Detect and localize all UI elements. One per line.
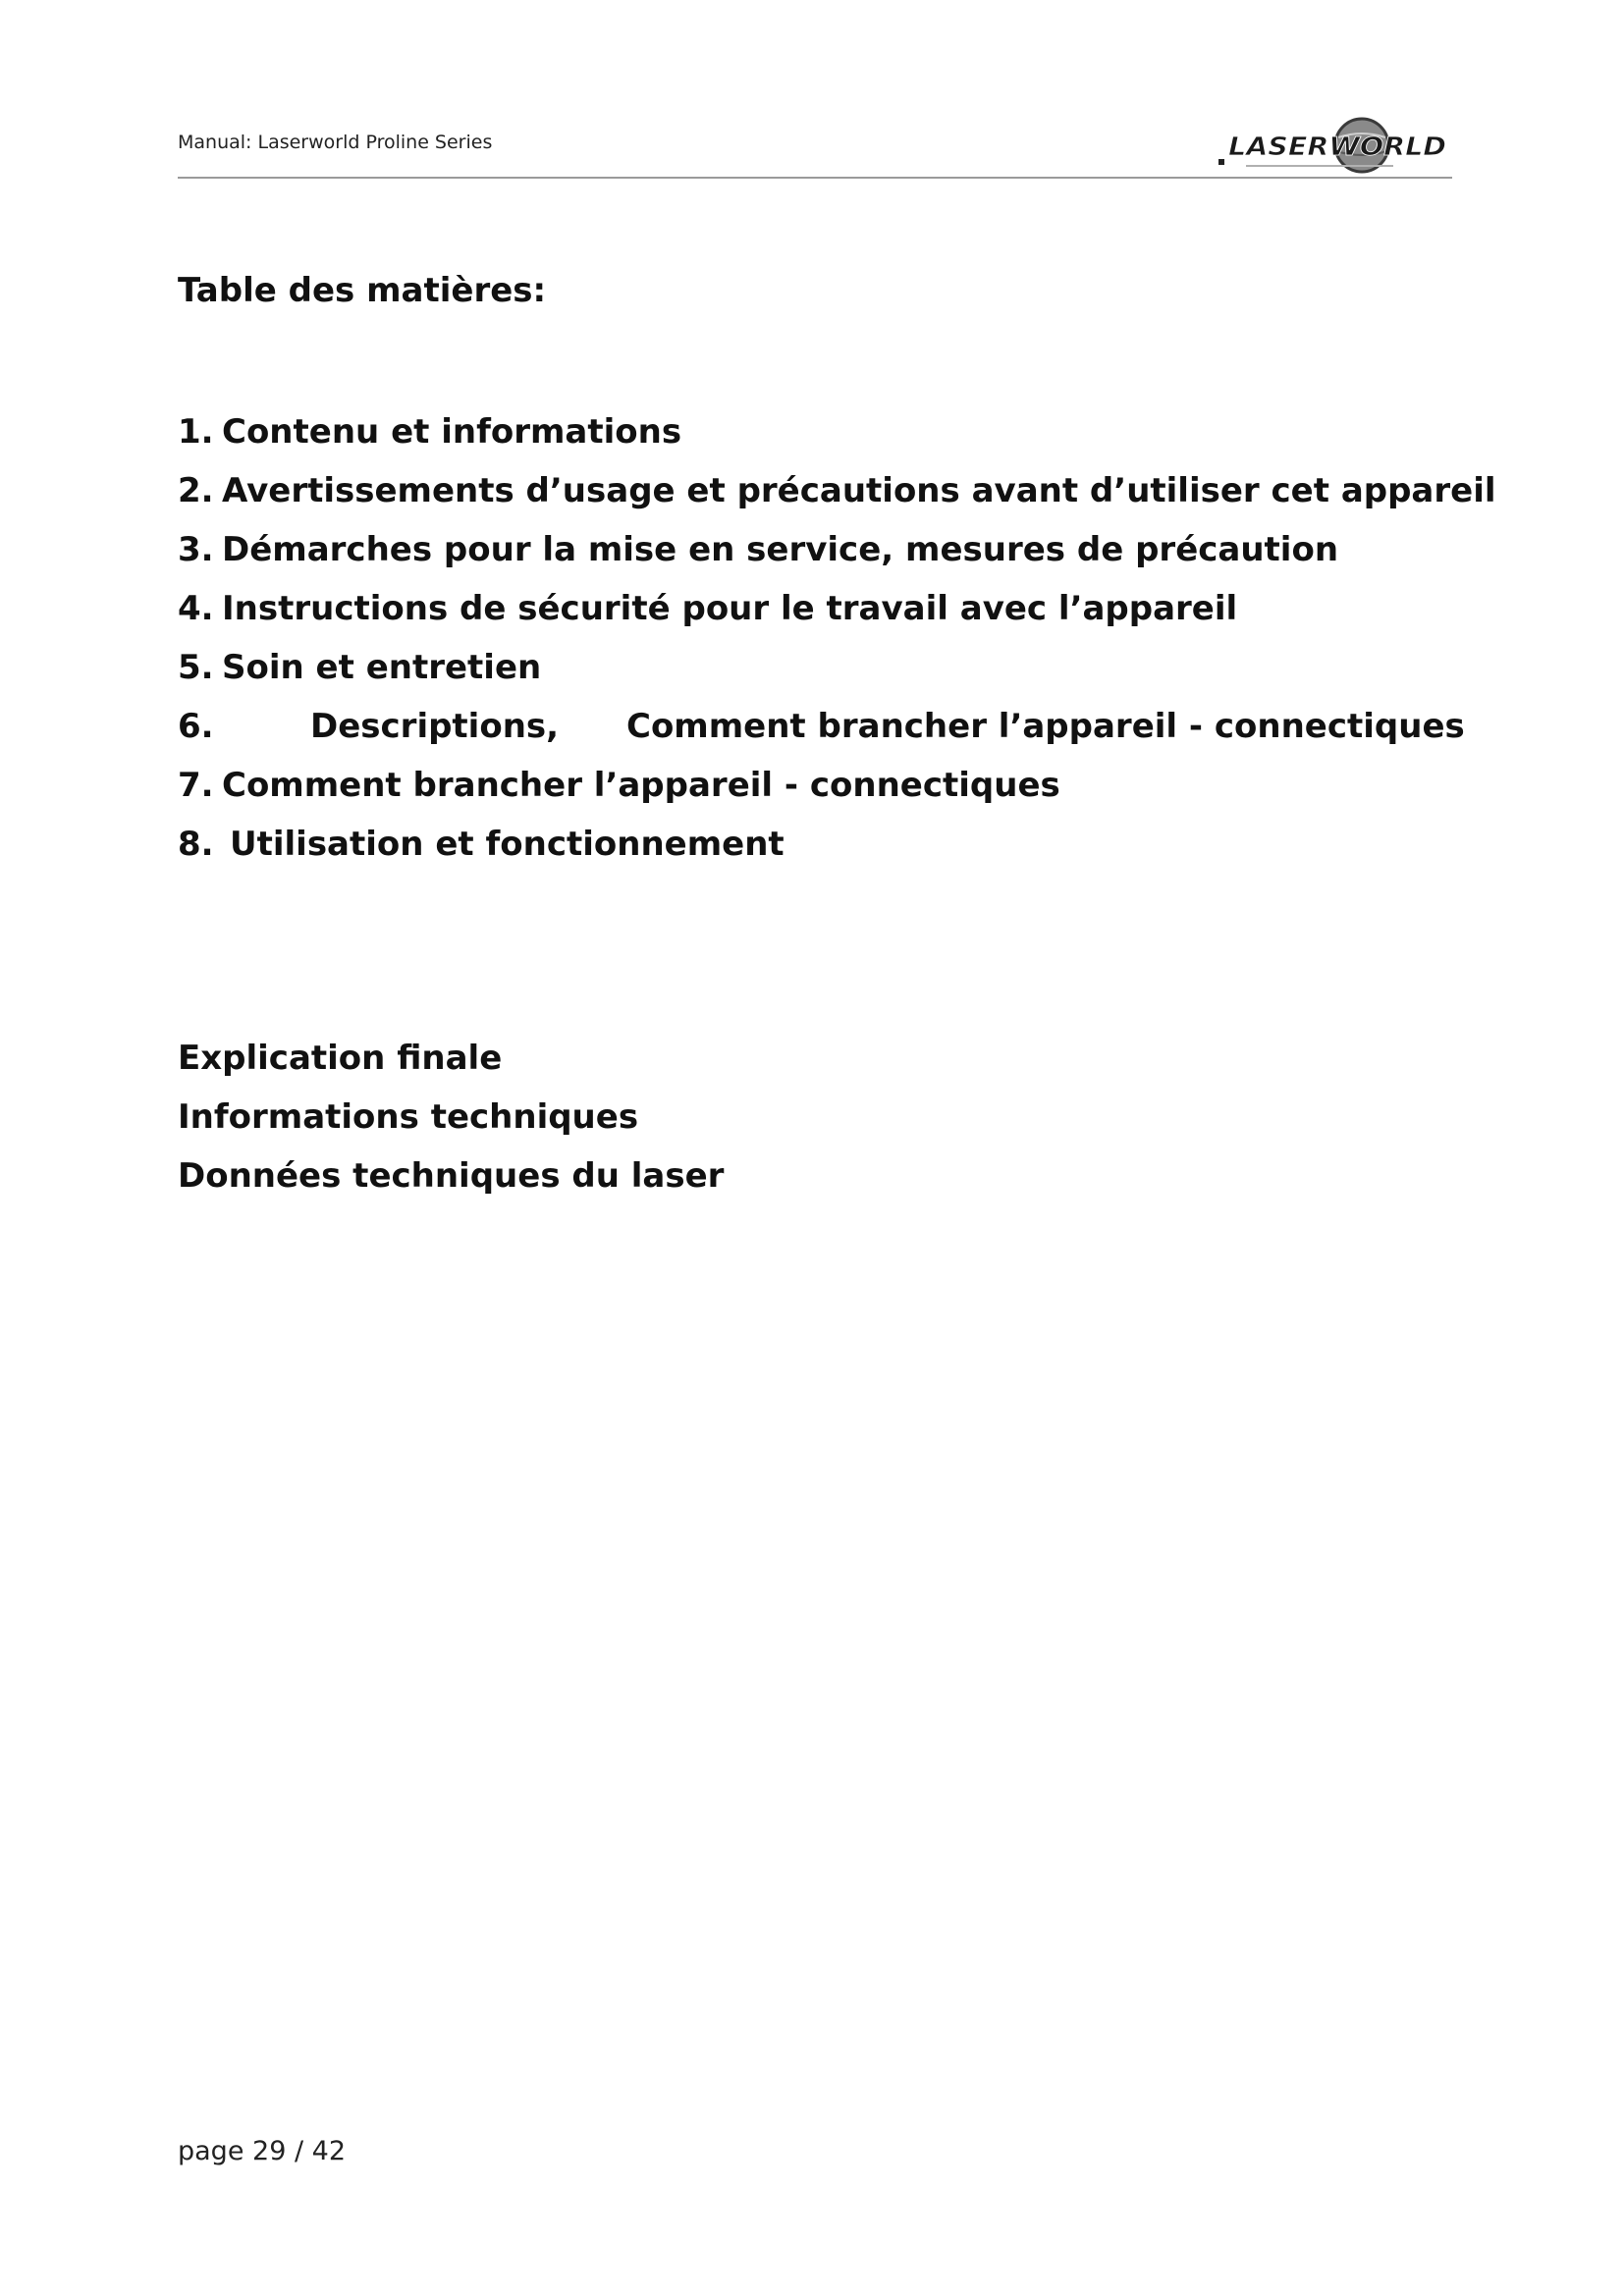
toc-item-3: [178, 530, 1454, 589]
header-divider: [178, 177, 1452, 179]
toc-list: [178, 412, 1496, 883]
toc-item-number: 4.: [178, 589, 214, 628]
toc-item-1: [178, 412, 1454, 471]
toc-heading: Table des matières:: [178, 271, 547, 310]
toc-item-text: Soin et entretien: [222, 648, 542, 687]
toc-item-text-connectiques: Comment brancher l’appareil - connectiques: [626, 707, 1465, 746]
header-title: Manual: Laserworld Proline Series: [178, 132, 493, 153]
toc-item-text-descriptions: Descriptions,: [310, 707, 560, 746]
toc-item-number: 2.: [178, 471, 214, 510]
toc-extra-donnees-techniques: Données techniques du laser: [178, 1156, 725, 1196]
toc-item-number: 5.: [178, 648, 214, 687]
toc-extra-informations-techniques: Informations techniques: [178, 1097, 639, 1137]
toc-item-number: 8.: [178, 825, 214, 864]
svg-text:LASERWORLD: LASERWORLD: [1228, 133, 1446, 162]
toc-item-number: 6.: [178, 707, 214, 746]
toc-item-6: [178, 707, 1465, 766]
toc-item-text: Démarches pour la mise en service, mesures de précaution: [222, 530, 1339, 569]
toc-item-number: 3.: [178, 530, 214, 569]
toc-item-5: [178, 648, 1454, 707]
toc-item-2: [178, 471, 1496, 530]
page-number: page 29 / 42: [178, 2136, 346, 2166]
toc-item-4: [178, 589, 1454, 648]
toc-item-text: Avertissements d’usage et précautions avant d’utiliser cet appareil: [222, 471, 1496, 510]
toc-item-text: Utilisation et fonctionnement: [230, 825, 785, 864]
page-header: [178, 116, 1452, 177]
toc-item-number: 1.: [178, 412, 214, 452]
toc-extra-explication-finale: Explication finale: [178, 1039, 503, 1078]
toc-item-text: Contenu et informations: [222, 412, 682, 452]
toc-item-7: [178, 766, 1454, 825]
toc-item-number: 7.: [178, 766, 214, 805]
toc-item-text: Comment brancher l’appareil - connectiques: [222, 766, 1060, 805]
toc-item-text: Instructions de sécurité pour le travail avec l’appareil: [222, 589, 1238, 628]
toc-item-8: [178, 825, 1454, 883]
laserworld-logo: [1217, 116, 1452, 177]
toc-extra-list: [178, 1039, 724, 1215]
